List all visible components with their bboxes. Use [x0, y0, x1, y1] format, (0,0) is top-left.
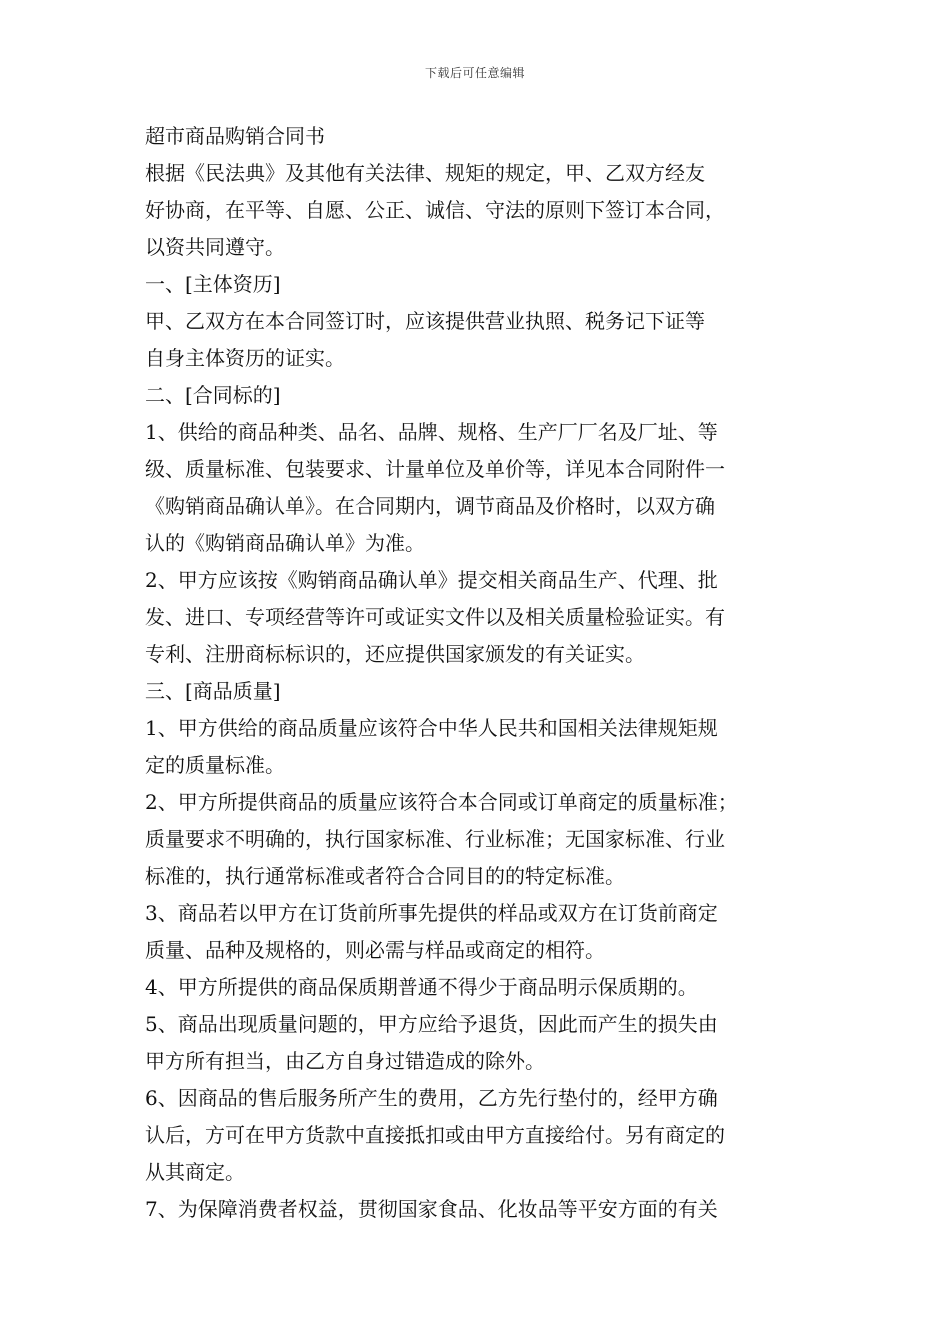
paragraph-line: 好协商，在平等、自愿、公正、诚信、守法的原则下签订本合同， [145, 198, 725, 222]
paragraph-line: 从其商定。 [145, 1160, 245, 1184]
paragraph-line: 认的《购销商品确认单》为准。 [145, 531, 425, 555]
paragraph-line: 1、供给的商品种类、品名、品牌、规格、生产厂厂名及厂址、等 [145, 420, 718, 444]
paragraph-line: 3、商品若以甲方在订货前所事先提供的样品或双方在订货前商定 [145, 901, 718, 925]
paragraph-line: 以资共同遵守。 [145, 235, 285, 259]
paragraph-line: 4、甲方所提供的商品保质期普通不得少于商品明示保质期的。 [145, 975, 698, 999]
paragraph-line: 《购销商品确认单》。在合同期内，调节商品及价格时，以双方确 [145, 494, 715, 518]
paragraph-line: 定的质量标准。 [145, 753, 285, 777]
paragraph-line: 2、甲方应该按《购销商品确认单》提交相关商品生产、代理、批 [145, 568, 718, 592]
document-title: 超市商品购销合同书 [145, 124, 325, 148]
paragraph-line: 7、为保障消费者权益，贯彻国家食品、化妆品等平安方面的有关 [145, 1197, 718, 1221]
paragraph-line: 级、质量标准、包装要求、计量单位及单价等，详见本合同附件一 [145, 457, 725, 481]
paragraph-line: 专利、注册商标标识的，还应提供国家颁发的有关证实。 [145, 642, 645, 666]
section-heading: 二、[合同标的] [145, 383, 281, 407]
page-header-note: 下载后可任意编辑 [424, 66, 525, 80]
paragraph-line: 认后，方可在甲方货款中直接抵扣或由甲方直接给付。另有商定的 [145, 1123, 725, 1147]
paragraph-line: 质量、品种及规格的，则必需与样品或商定的相符。 [145, 938, 605, 962]
section-heading: 三、[商品质量] [145, 679, 281, 703]
paragraph-line: 自身主体资历的证实。 [145, 346, 345, 370]
paragraph-line: 甲、乙双方在本合同签订时，应该提供营业执照、税务记下证等 [145, 309, 705, 333]
paragraph-line: 标准的，执行通常标准或者符合合同目的的特定标准。 [145, 864, 625, 888]
paragraph-line: 发、进口、专项经营等许可或证实文件以及相关质量检验证实。有 [145, 605, 725, 629]
paragraph-line: 2、甲方所提供商品的质量应该符合本合同或订单商定的质量标准； [145, 790, 738, 814]
paragraph-line: 1、甲方供给的商品质量应该符合中华人民共和国相关法律规矩规 [145, 716, 718, 740]
paragraph-line: 5、商品出现质量问题的，甲方应给予退货，因此而产生的损失由 [145, 1012, 718, 1036]
section-heading: 一、[主体资历] [145, 272, 281, 296]
paragraph-line: 质量要求不明确的，执行国家标准、行业标准；无国家标准、行业 [145, 827, 725, 851]
paragraph-line: 6、因商品的售后服务所产生的费用，乙方先行垫付的，经甲方确 [145, 1086, 718, 1110]
document-body [145, 118, 810, 1228]
paragraph-line: 甲方所有担当，由乙方自身过错造成的除外。 [145, 1049, 545, 1073]
paragraph-line: 根据《民法典》及其他有关法律、规矩的规定，甲、乙双方经友 [145, 161, 705, 185]
